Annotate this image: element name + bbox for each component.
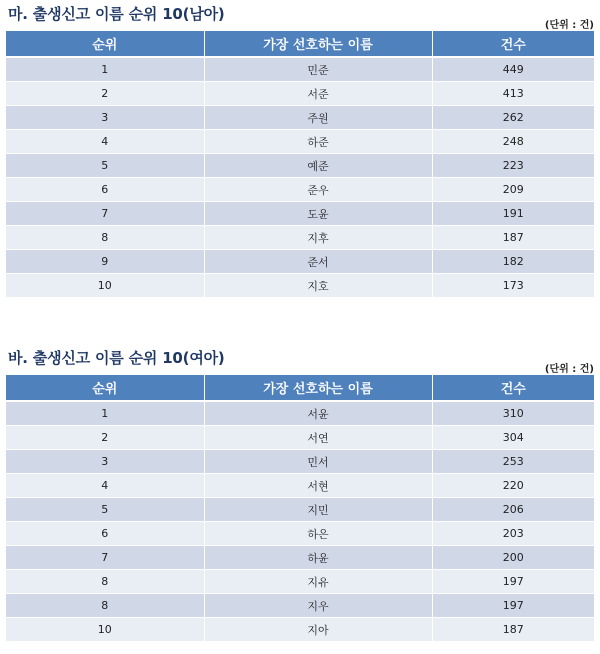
count-cell: 173 — [432, 274, 594, 298]
rank-cell: 3 — [6, 450, 204, 474]
header-count: 건수 — [432, 31, 594, 57]
count-cell: 248 — [432, 130, 594, 154]
name-cell: 예준 — [204, 154, 432, 178]
name-cell: 민준 — [204, 57, 432, 82]
name-cell: 준서 — [204, 250, 432, 274]
count-cell: 413 — [432, 82, 594, 106]
name-cell: 지민 — [204, 498, 432, 522]
rank-cell: 10 — [6, 618, 204, 642]
table-row — [6, 570, 594, 594]
rank-cell: 6 — [6, 522, 204, 546]
table-row — [6, 226, 594, 250]
table-row — [6, 498, 594, 522]
table-row — [6, 106, 594, 130]
rank-cell: 7 — [6, 546, 204, 570]
rank-cell: 5 — [6, 154, 204, 178]
table-row — [6, 594, 594, 618]
header-rank: 순위 — [6, 375, 204, 401]
rank-cell: 4 — [6, 474, 204, 498]
name-cell: 도윤 — [204, 202, 432, 226]
rank-cell: 2 — [6, 82, 204, 106]
male-section-title: 마. 출생신고 이름 순위 10(남아) — [8, 5, 225, 23]
count-cell: 191 — [432, 202, 594, 226]
count-cell: 200 — [432, 546, 594, 570]
name-cell: 서현 — [204, 474, 432, 498]
table-header-row — [6, 31, 594, 57]
name-cell: 하준 — [204, 130, 432, 154]
female-names-table — [6, 375, 594, 642]
rank-cell: 1 — [6, 57, 204, 82]
name-cell: 서윤 — [204, 401, 432, 426]
name-cell: 서준 — [204, 82, 432, 106]
count-cell: 310 — [432, 401, 594, 426]
rank-cell: 4 — [6, 130, 204, 154]
rank-cell: 8 — [6, 226, 204, 250]
count-cell: 203 — [432, 522, 594, 546]
name-cell: 하윤 — [204, 546, 432, 570]
male-names-table — [6, 31, 594, 298]
name-cell: 준우 — [204, 178, 432, 202]
count-cell: 220 — [432, 474, 594, 498]
table-row — [6, 274, 594, 298]
table-row — [6, 178, 594, 202]
header-name: 가장 선호하는 이름 — [204, 31, 432, 57]
table-row — [6, 57, 594, 82]
count-cell: 187 — [432, 618, 594, 642]
rank-cell: 10 — [6, 274, 204, 298]
rank-cell: 3 — [6, 106, 204, 130]
count-cell: 197 — [432, 594, 594, 618]
count-cell: 206 — [432, 498, 594, 522]
table-row — [6, 546, 594, 570]
name-cell: 지후 — [204, 226, 432, 250]
table-row — [6, 618, 594, 642]
count-cell: 253 — [432, 450, 594, 474]
table-row — [6, 154, 594, 178]
table-row — [6, 202, 594, 226]
table-row — [6, 401, 594, 426]
count-cell: 187 — [432, 226, 594, 250]
table-row — [6, 474, 594, 498]
rank-cell: 1 — [6, 401, 204, 426]
table-row — [6, 130, 594, 154]
rank-cell: 5 — [6, 498, 204, 522]
table-row — [6, 426, 594, 450]
table-row — [6, 82, 594, 106]
header-name: 가장 선호하는 이름 — [204, 375, 432, 401]
count-cell: 209 — [432, 178, 594, 202]
count-cell: 449 — [432, 57, 594, 82]
count-cell: 223 — [432, 154, 594, 178]
rank-cell: 8 — [6, 594, 204, 618]
table-header-row — [6, 375, 594, 401]
name-cell: 서연 — [204, 426, 432, 450]
count-cell: 262 — [432, 106, 594, 130]
header-rank: 순위 — [6, 31, 204, 57]
rank-cell: 6 — [6, 178, 204, 202]
table-row — [6, 522, 594, 546]
name-cell: 지호 — [204, 274, 432, 298]
rank-cell: 8 — [6, 570, 204, 594]
name-cell: 주원 — [204, 106, 432, 130]
rank-cell: 2 — [6, 426, 204, 450]
table-row — [6, 450, 594, 474]
name-cell: 지아 — [204, 618, 432, 642]
name-cell: 지우 — [204, 594, 432, 618]
female-unit-label: (단위 : 건) — [544, 364, 594, 375]
table-row — [6, 250, 594, 274]
name-cell: 지유 — [204, 570, 432, 594]
female-section-title: 바. 출생신고 이름 순위 10(여아) — [8, 349, 225, 367]
name-cell: 하은 — [204, 522, 432, 546]
count-cell: 197 — [432, 570, 594, 594]
header-count: 건수 — [432, 375, 594, 401]
count-cell: 304 — [432, 426, 594, 450]
rank-cell: 9 — [6, 250, 204, 274]
count-cell: 182 — [432, 250, 594, 274]
name-cell: 민서 — [204, 450, 432, 474]
male-unit-label: (단위 : 건) — [544, 20, 594, 31]
rank-cell: 7 — [6, 202, 204, 226]
